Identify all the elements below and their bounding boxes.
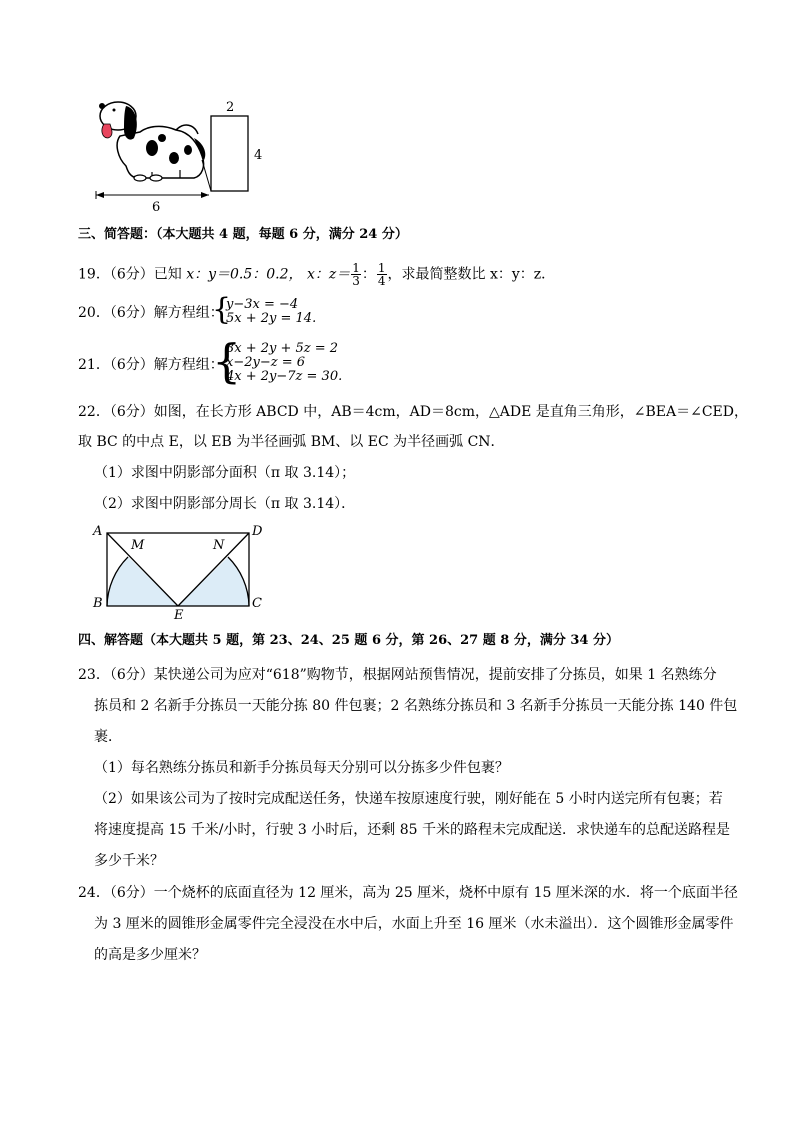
dog-rectangle-figure [90, 96, 290, 220]
q20-eq2: 5x + 2y = 14. [226, 311, 317, 326]
section3-title: 三、简答题：（本大题共 4 题，每题 6 分，满分 24 分） [78, 227, 408, 242]
question-23-sub2-line1: （2）如果该公司为了按时完成配送任务，快递车按原速度行驶，刚好能在 5 小时内送完所有包裹；若 [94, 791, 723, 807]
question-22-sub2: （2）求图中阴影部分周长（π 取 3.14）． [94, 496, 356, 512]
q19-suffix: ，求最简整数比 x：y：z． [387, 266, 556, 283]
question-23-sub2-line2: 将速度提高 15 千米/小时，行驶 3 小时后，还剩 85 千米的路程未完成配送．求快递车的总配送路程是 [94, 822, 730, 838]
q20-brace: { [212, 292, 232, 327]
q19-colon: ： [361, 266, 376, 283]
question-23-line2: 拣员和 2 名新手分拣员一天能分拣 80 件包裹；2 名熟练分拣员和 3 名新手分拣员一天能分拣 140 件包 [94, 698, 738, 714]
label-height: 4 [254, 148, 263, 163]
label-distance: 6 [152, 200, 161, 215]
question-23-sub2-line3: 多少千米？ [94, 853, 164, 869]
rectangle-abcd-figure [90, 522, 270, 624]
q19-ratio2: x：z＝ [306, 266, 351, 283]
question-22-line1: 22．（6分）如图，在长方形 ABCD 中，AB＝4cm，AD＝8cm，△ADE 是直角三角形，∠BEA＝∠CED， [78, 404, 749, 420]
q19-fraction-1: $\frac{1}{3}$ [352, 261, 360, 288]
label-E: E [174, 608, 184, 623]
question-20-prefix: 20．（6分）解方程组： [78, 305, 224, 321]
question-23-line3: 裹． [94, 729, 122, 745]
label-D: D [252, 524, 263, 539]
section4-title: 四、解答题（本大题共 5 题，第 23、24、25 题 6 分，第 26、27 题 8 分，满分 34 分） [78, 633, 619, 648]
question-23-sub1: （1）每名熟练分拣员和新手分拣员每天分别可以分拣多少件包裹？ [94, 760, 509, 776]
q21-brace: { [212, 334, 242, 388]
question-22-line2: 取 BC 的中点 E，以 EB 为半径画弧 BM、以 EC 为半径画弧 CN． [78, 434, 505, 450]
rectangle-shape [211, 116, 248, 191]
question-22-sub1: （1）求图中阴影部分面积（π 取 3.14）； [94, 465, 356, 481]
question-24-line3: 的高是多少厘米？ [94, 947, 206, 963]
q19-ratio1: x：y＝0.5：0.2， [186, 266, 303, 283]
q19-prefix: 19．（6分）已知 [78, 266, 182, 283]
q20-eq1: y−3x = −4 [226, 297, 299, 312]
label-B: B [93, 596, 103, 611]
question-21-prefix: 21．（6分）解方程组： [78, 357, 224, 373]
label-A: A [93, 524, 103, 539]
question-23-line1: 23．（6分）某快递公司为应对“618”购物节，根据网站预售情况，提前安排了分拣员，如果 1 名熟练分 [78, 667, 717, 683]
question-19 [78, 262, 555, 287]
question-24-line1: 24．（6分）一个烧杯的底面直径为 12 厘米，高为 25 厘米，烧杯中原有 15 厘米深的水．将一个底面半径 [78, 885, 738, 901]
label-C: C [252, 596, 262, 611]
q21-eq2: x−2y−z = 6 [226, 355, 306, 370]
q21-eq3: 4x + 2y−7z = 30. [226, 369, 343, 384]
q21-eq1: 3x + 2y + 5z = 2 [226, 341, 339, 356]
label-M: M [131, 538, 145, 553]
q19-fraction-2: $\frac{1}{4}$ [377, 261, 386, 288]
label-N: N [213, 538, 225, 553]
question-24-line2: 为 3 厘米的圆锥形金属零件完全浸没在水中后，水面上升至 16 厘米（水未溢出）．这个圆锥形金属零件 [94, 916, 734, 932]
label-width: 2 [226, 100, 235, 115]
